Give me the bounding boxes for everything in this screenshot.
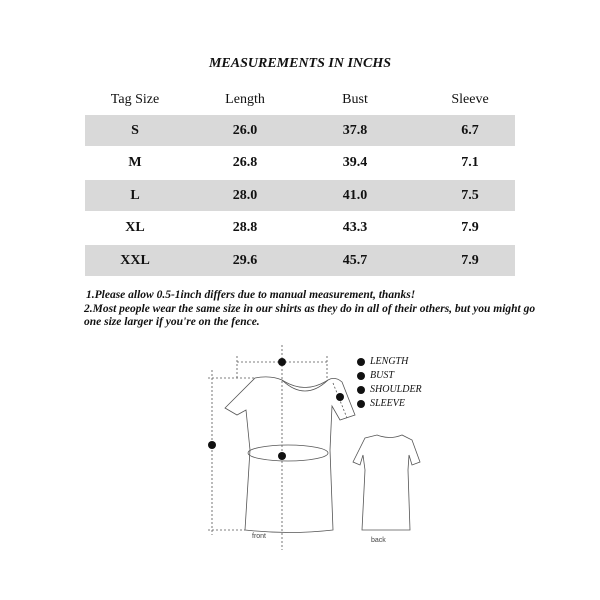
cell: 43.3 xyxy=(342,219,368,235)
cell: 7.1 xyxy=(461,154,479,170)
note-1: 1.Please allow 0.5-1inch differs due to manual measurement, thanks! xyxy=(86,289,416,301)
front-shirt-outline xyxy=(225,377,355,533)
cell: 41.0 xyxy=(342,187,368,203)
number-2-icon xyxy=(357,372,365,380)
back-label: back xyxy=(371,537,386,544)
cell: 28.8 xyxy=(232,219,258,235)
header-cell: Sleeve xyxy=(451,91,489,107)
table-row xyxy=(85,212,515,243)
cell: 26.8 xyxy=(232,154,258,170)
page-title: MEASUREMENTS IN INCHS xyxy=(208,56,392,71)
back-shirt-outline xyxy=(353,435,420,530)
cell: 37.8 xyxy=(342,122,368,138)
table-row xyxy=(85,147,515,178)
legend-item xyxy=(357,398,405,409)
legend-label: SLEEVE xyxy=(370,398,405,409)
cell: 45.7 xyxy=(342,252,368,268)
cell: L xyxy=(130,187,140,203)
cell: 28.0 xyxy=(232,187,258,203)
cell: XXL xyxy=(120,252,150,268)
legend-label: SHOULDER xyxy=(370,384,422,395)
legend-item xyxy=(357,370,394,381)
shirt-diagram xyxy=(190,340,440,560)
cell: XL xyxy=(125,219,145,235)
cell: 26.0 xyxy=(232,122,258,138)
legend-label: LENGTH xyxy=(370,356,409,367)
cell: 7.5 xyxy=(461,187,479,203)
number-3-icon xyxy=(357,386,365,394)
cell: 39.4 xyxy=(342,154,368,170)
cell: 7.9 xyxy=(461,252,479,268)
number-4-icon xyxy=(357,400,365,408)
cell: 6.7 xyxy=(461,122,479,138)
cell: 29.6 xyxy=(232,252,258,268)
header-cell: Bust xyxy=(342,91,368,107)
number-1-icon xyxy=(357,358,365,366)
legend-item xyxy=(357,356,408,367)
legend-label: BUST xyxy=(370,370,394,381)
front-label: front xyxy=(252,533,267,540)
header-cell: Tag Size xyxy=(110,91,160,107)
table-row xyxy=(85,245,515,276)
header-cell: Length xyxy=(225,91,265,107)
table-row xyxy=(85,180,515,211)
note-2: 2.Most people wear the same size in our shirts as they do in all of their others, but you might go one size larger if you're on the fence. xyxy=(84,303,536,328)
cell: S xyxy=(131,122,139,138)
table-row xyxy=(85,115,515,146)
table-header xyxy=(85,84,515,115)
legend-item xyxy=(357,384,422,395)
cell: M xyxy=(128,154,142,170)
cell: 7.9 xyxy=(461,219,479,235)
